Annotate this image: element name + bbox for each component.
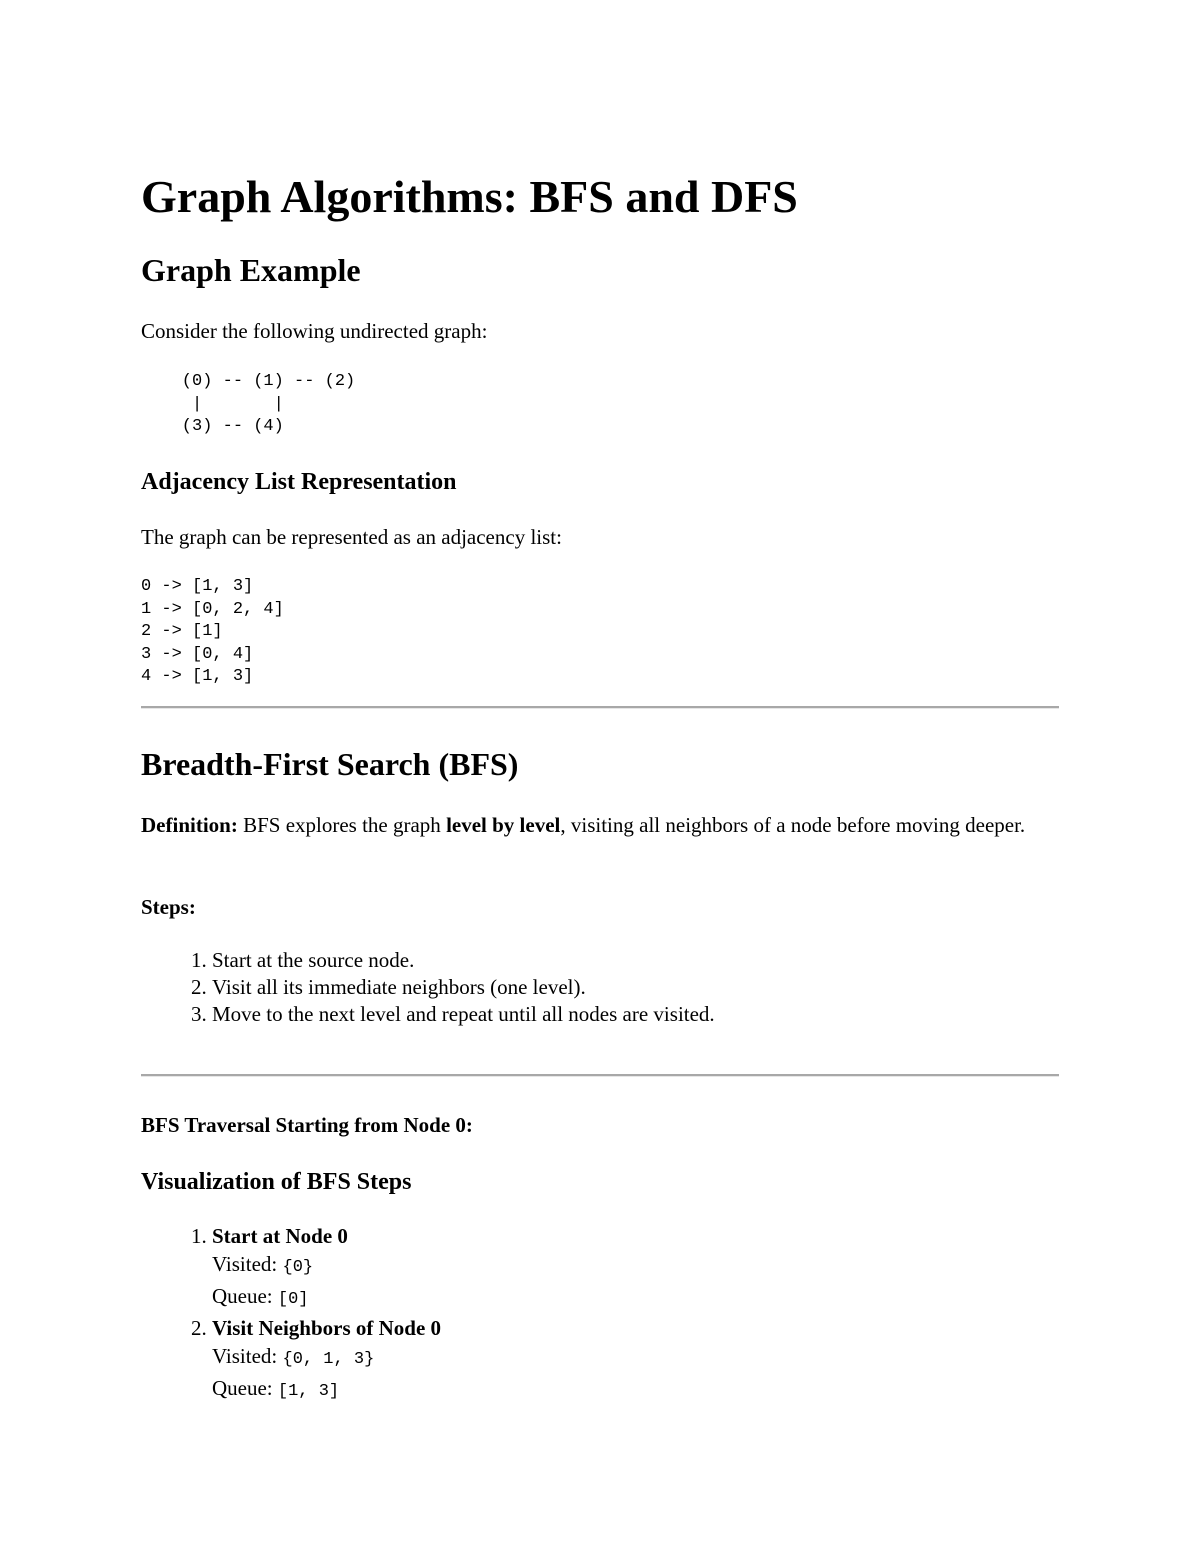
step-title: Start at Node 0 xyxy=(212,1224,348,1248)
visited-value: {0, 1, 3} xyxy=(282,1350,375,1369)
visited-label: Visited: xyxy=(212,1344,283,1368)
queue-value: [1, 3] xyxy=(277,1382,340,1401)
definition-label: Definition: xyxy=(141,813,238,837)
definition-bold: level by level xyxy=(446,813,561,837)
traversal-label-text: BFS Traversal Starting from Node 0: xyxy=(141,1113,473,1137)
list-item: 2. Visit all its immediate neighbors (one level). xyxy=(212,974,1130,1001)
graph-diagram: (0) -- (1) -- (2) | | (3) -- (4) xyxy=(181,372,356,436)
visited-label: Visited: xyxy=(212,1252,283,1276)
step-title: Visit Neighbors of Node 0 xyxy=(212,1316,442,1340)
visualization-heading: Visualization of BFS Steps xyxy=(141,1169,412,1195)
adjacency-intro: The graph can be represented as an adjacency list: xyxy=(141,525,562,549)
definition-text-1: BFS explores the graph xyxy=(237,813,447,837)
list-item: 3. Move to the next level and repeat until all nodes are visited. xyxy=(212,1001,1130,1028)
steps-label-text: Steps: xyxy=(141,895,196,919)
divider-2 xyxy=(141,1074,1059,1077)
bfs-steps-list xyxy=(141,947,1130,1028)
bfs-heading: Breadth-First Search (BFS) xyxy=(141,746,519,782)
graph-example-intro: Consider the following undirected graph: xyxy=(141,319,488,343)
queue-label: Queue: xyxy=(212,1376,278,1400)
divider-1 xyxy=(141,706,1059,709)
adjacency-list: 0 -> [1, 3] 1 -> [0, 2, 4] 2 -> [1] 3 -> [0, 4] 4 -> [1, 3] xyxy=(141,577,284,686)
adjacency-heading: Adjacency List Representation xyxy=(141,469,457,495)
list-item xyxy=(212,1314,1130,1406)
list-item: 1. Start at the source node. xyxy=(212,947,1130,974)
visited-value: {0} xyxy=(282,1258,314,1277)
visualization-steps-list xyxy=(141,1222,1130,1406)
steps-label xyxy=(141,893,1059,921)
bfs-definition xyxy=(141,811,1059,839)
graph-example-heading: Graph Example xyxy=(141,252,361,288)
queue-value: [0] xyxy=(277,1290,309,1309)
list-item xyxy=(212,1222,1130,1314)
queue-label: Queue: xyxy=(212,1284,278,1308)
traversal-label xyxy=(141,1111,1059,1139)
page-title: Graph Algorithms: BFS and DFS xyxy=(141,171,798,222)
definition-text-2: , visiting all neighbors of a node before moving deeper. xyxy=(560,813,1026,837)
